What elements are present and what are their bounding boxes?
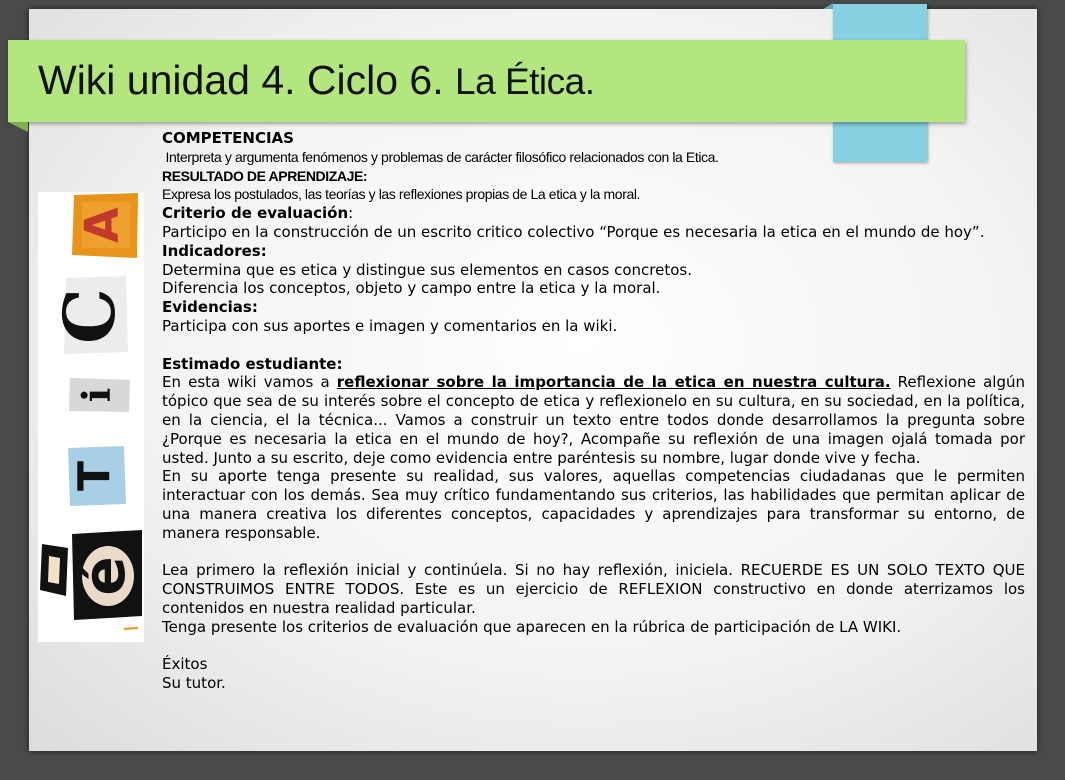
spacer: [162, 637, 1025, 656]
closing-exitos: Éxitos: [162, 655, 208, 674]
saludo: Estimado estudiante:: [162, 354, 343, 373]
evidencias-text: Participa con sus aportes e imagen y comentarios en la wiki.: [162, 316, 618, 335]
criterio-text: Participo en la construcción de un escrito critico colectivo “Porque es necesaria la etica en el mundo de hoy”.: [162, 222, 985, 241]
letter-t-cutout: [68, 446, 126, 506]
letter-c: C: [48, 288, 131, 344]
collage-image: [38, 192, 144, 642]
closing-signature: Su tutor.: [162, 674, 226, 693]
resultado-heading: RESULTADO DE APRENDIZAJE:: [162, 167, 368, 184]
resultado-text: Expresa los postulados, las teorías y las reflexiones propias de La etica y la moral.: [162, 186, 641, 203]
paragraph-1-rest: Reflexione algún tópico que sea de su interés sobre el concepto de etica y reflexionelo en su cultura, en su sociedad, en la política, en la ciencia, el la técnica... Vamos a construir un texto entre todos donde desarrollamos la pregunta sobre ¿Porque es necesaria la etica en el mundo de hoy?, Acompañe su reflexión de una imagen ojalá tomada por usted. Junto a su escrito, deje como evidencia entre paréntesis su nombre, lugar donde vive y fecha.: [162, 373, 1025, 467]
indicador-item: Diferencia los conceptos, objeto y campo entre la etica y la moral.: [162, 279, 661, 298]
paragraph-2: En su aporte tenga presente su realidad, sus valores, aquellas competencias ciudadanas que le permiten interactuar con los demás. Sea muy crítico fundamentando sus criterios, las habilidades que permitan aplicar de una manera creativa los diferentes conceptos, capacidades y aprendizajes para transformar su entorno, de manera responsable.: [162, 467, 1025, 542]
letter-c-cutout: [48, 276, 131, 354]
paragraph-1-start: En esta wiki vamos a: [162, 373, 337, 392]
competencias-text: Interpreta y argumenta fenómenos y problemas de carácter filosófico relacionados con la Etica.: [162, 148, 719, 165]
spacer: [162, 543, 1025, 562]
paragraph-4: Tenga presente los criterios de evaluación que aparecen en la rúbrica de participación de LA WIKI.: [162, 617, 902, 636]
letter-t: T: [69, 460, 120, 492]
letter-i-cutout: [69, 378, 130, 412]
letter-a-cutout: [72, 193, 138, 258]
letter-e-cutout: [40, 530, 142, 629]
evidencias-heading: Evidencias:: [162, 298, 258, 317]
indicadores-heading: Indicadores:: [162, 241, 267, 260]
criterio-heading: Criterio de evaluación: [162, 204, 349, 223]
paragraph-1: [162, 373, 1025, 467]
title-suffix: La Ética.: [455, 61, 595, 102]
paragraph-3: Lea primero la reflexión inicial y continúela. Si no hay reflexión, iniciela. RECUERDE ES UN SOLO TEXTO QUE CONSTRUIMOS ENTRE TODOS. Este es un ejercicio de REFLEXION constructivo en donde aterrizamos los contenidos en nuestra realidad particular.: [162, 561, 1025, 617]
letter-a: A: [74, 207, 129, 243]
letter-e: é: [70, 556, 139, 596]
wiki-content: [162, 129, 1025, 693]
title-main: Wiki unidad 4. Ciclo 6.: [38, 57, 456, 103]
criterio-line: [162, 204, 1025, 223]
paragraph-1-emphasis: reflexionar sobre la importancia de la etica en nuestra cultura.: [336, 373, 891, 392]
competencias-heading: COMPETENCIAS: [162, 129, 294, 147]
title-banner-fold: [8, 122, 28, 132]
page-title: [38, 54, 595, 108]
criterio-colon: :: [348, 204, 354, 223]
letter-i: i: [73, 387, 119, 403]
spacer: [162, 336, 1025, 355]
blue-tab-fold: [823, 3, 833, 9]
etica-letter-collage: [38, 192, 144, 642]
indicador-item: Determina que es etica y distingue sus elementos en casos concretos.: [162, 260, 693, 279]
